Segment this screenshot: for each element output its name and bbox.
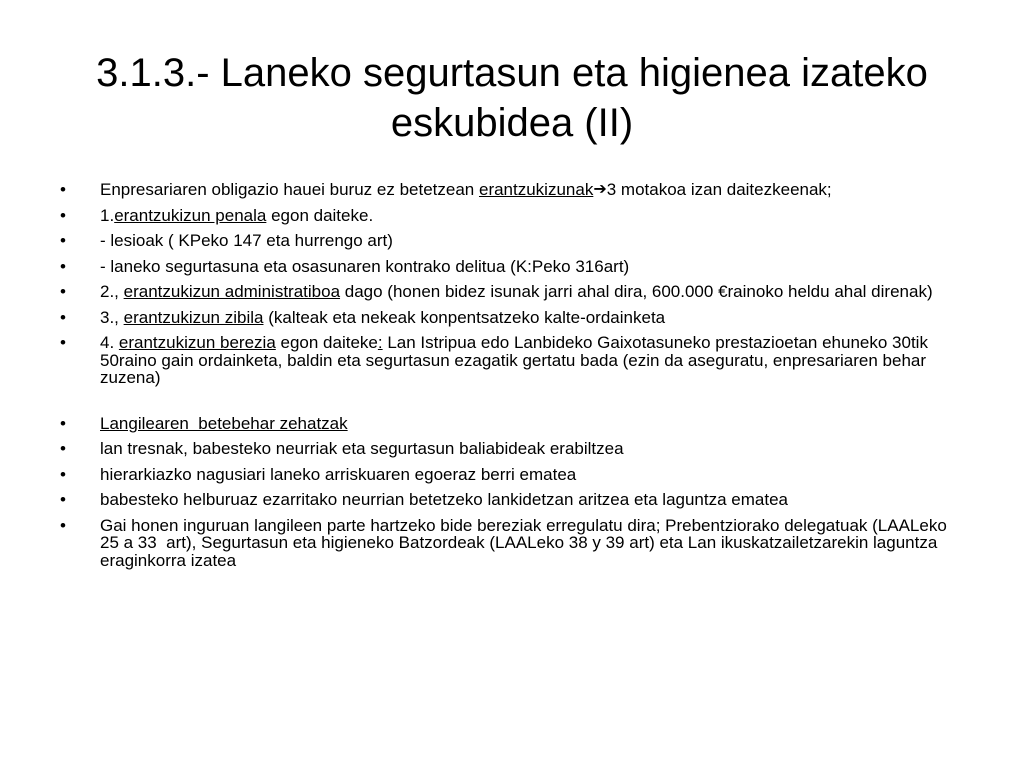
bullet-dot: • (60, 180, 66, 199)
bullet-item (60, 440, 964, 458)
slide-title: 3.1.3.- Laneko segurtasun eta higienea izateko eskubidea (II) (96, 51, 928, 145)
bullet-dot: • (60, 307, 66, 327)
bullet-list (60, 181, 964, 577)
bullet-text: 2., (100, 282, 124, 301)
bullet-text: babesteko helburuaz ezarritako neurrian betetzeko lankidetzan aritzea eta laguntza ematea (100, 490, 788, 509)
bullet-item (60, 334, 964, 387)
bullet-dot: • (60, 333, 66, 352)
bullet-item (60, 232, 964, 250)
bullet-underlined-heading: Langilearen betebehar zehatzak (100, 413, 348, 433)
bullet-dot: • (60, 256, 66, 276)
bullet-text: 1. (100, 205, 115, 225)
bullet-item (60, 258, 964, 276)
bullet-underlined-colon: : (377, 333, 383, 352)
bullet-text: 3., (100, 307, 124, 327)
bullet-item (60, 517, 964, 570)
bullet-dot: • (60, 515, 66, 535)
bullet-text: 4. (100, 333, 119, 352)
bullet-item (60, 207, 964, 225)
bullet-dot: • (60, 231, 66, 250)
bullet-text: - lesioak ( KPeko 147 eta hurrengo art) (100, 231, 393, 250)
bullet-underlined-term: erantzukizunak (478, 180, 594, 199)
bullet-text: egon daiteke (275, 333, 378, 352)
arrow-right-icon: ➔ (593, 181, 607, 198)
bullet-dot: • (60, 490, 66, 509)
bullet-item (60, 309, 964, 327)
bullet-text: Gai honen inguruan langileen parte hartzeko bide bereziak erregulatu dira; Prebentziorako delegatuak (LAALeko 25 a 33 art), Segurtasun eta higieneko Batzordeak (LAALeko 38 y 39 art) eta Lan ikuskatzailetzarekin laguntza eraginkorra izatea (100, 515, 952, 570)
bullet-text: egon daiteke. (266, 205, 374, 225)
bullet-text: Lan Istripua edo Lanbideko Gaixotasuneko prestazioetan ehuneko 30tik 50raino gain ordainketa, baldin eta segurtasun ezagatik gertatu bada (ezin da aseguratu, enpresariaren behar zuzena) (100, 333, 928, 387)
bullet-dot: • (60, 464, 66, 484)
bullet-item (60, 491, 964, 509)
bullet-dot: • (60, 205, 66, 225)
bullet-dot: • (60, 439, 66, 458)
bullet-text: lan tresnak, babesteko neurriak eta segurtasun baliabideak erabiltzea (100, 439, 624, 458)
bullet-text: (kalteak eta nekeak konpentsatzeko kalte-ordainketa (263, 307, 666, 327)
bullet-underlined-term: erantzukizun penala (114, 205, 267, 225)
bullet-text: Enpresariaren obligazio hauei buruz ez betetzean (100, 180, 479, 199)
bullet-underlined-term: erantzukizun zibila (123, 307, 264, 327)
bullet-text: - laneko segurtasuna eta osasunaren kontrako delitua (K:Peko 316art) (100, 256, 630, 276)
bullet-item (60, 466, 964, 484)
bullet-item (60, 415, 964, 433)
bullet-dot: • (60, 282, 66, 301)
bullet-underlined-term: erantzukizun berezia (118, 333, 276, 352)
bullet-text: 3 motakoa izan daitezkeenak; (606, 180, 832, 199)
bullet-item (60, 181, 964, 199)
bullet-item (60, 283, 964, 301)
bullet-text: hierarkiazko nagusiari laneko arriskuaren egoeraz berri ematea (100, 464, 577, 484)
bullet-underlined-term: erantzukizun administratiboa (123, 282, 341, 301)
bullet-text: dago (honen bidez isunak jarri ahal dira, 600.000 €rainoko heldu ahal direnak) (340, 282, 933, 301)
bullet-dot: • (60, 413, 66, 433)
